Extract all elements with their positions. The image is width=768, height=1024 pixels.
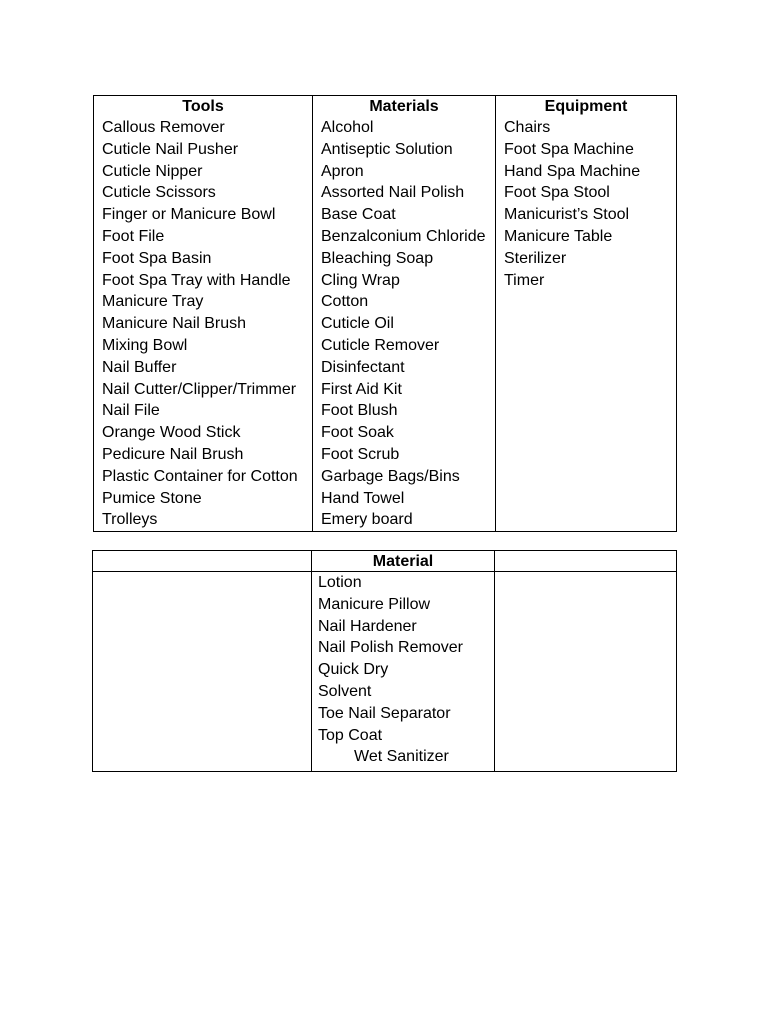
list-item: Garbage Bags/Bins [321,467,460,485]
list-item: Foot Spa Basin [102,249,212,267]
list-item: Nail Hardener [318,617,417,635]
tools-column [94,96,313,531]
list-item: Wet Sanitizer [354,748,449,766]
list-item: Disinfectant [321,358,405,376]
list-item: Chairs [504,119,551,136]
list-item: Manicure Nail Brush [102,315,247,333]
list-item: Foot Spa Machine [504,140,634,158]
list-item: Trolleys [102,511,158,529]
list-item: Cuticle Scissors [102,184,216,202]
list-item: Timer [504,271,545,289]
list-item: Lotion [318,574,362,591]
list-item: Base Coat [321,206,396,224]
tools-header: Tools [182,98,224,115]
list-item: Callous Remover [102,119,225,136]
list-item: Bleaching Soap [321,249,434,267]
list-item: Cuticle Nail Pusher [102,140,239,158]
list-item: Toe Nail Separator [318,704,451,722]
list-item: Foot Scrub [321,445,400,463]
list-item: Orange Wood Stick [102,424,241,442]
additional-materials-table [92,550,677,772]
list-item: Sterilizer [504,249,567,267]
materials-header: Materials [369,98,439,115]
list-item: Foot Blush [321,402,398,420]
list-item: Cuticle Remover [321,336,440,354]
list-item: Pedicure Nail Brush [102,445,244,463]
list-item: Assorted Nail Polish [321,184,465,202]
list-item: Cuticle Nipper [102,162,203,180]
list-item: Manicurist’s Stool [504,206,630,224]
list-item: Cuticle Oil [321,315,394,333]
supplies-table [93,95,677,532]
list-item: Hand Towel [321,489,405,507]
list-item: First Aid Kit [321,380,402,398]
list-item: Top Coat [318,726,383,744]
empty-right-column [495,551,676,771]
list-item: Manicure Table [504,227,613,245]
material-list [312,572,494,768]
material-column [312,551,495,771]
material-header: Material [372,553,434,570]
equipment-header: Equipment [544,98,628,115]
list-item: Benzalconium Chloride [321,227,486,245]
empty-left-column [93,551,312,771]
list-item: Solvent [318,682,372,700]
list-item: Apron [321,162,364,180]
tools-list [94,117,312,531]
list-item: Nail Polish Remover [318,639,463,657]
equipment-column [496,96,676,531]
list-item: Antiseptic Solution [321,140,453,158]
list-item: Nail Buffer [102,358,177,376]
header-divider [93,571,676,572]
materials-column [313,96,496,531]
list-item: Pumice Stone [102,489,202,507]
list-item: Emery board [321,511,413,529]
list-item: Quick Dry [318,661,389,679]
list-item: Manicure Tray [102,293,204,311]
list-item: Foot Soak [321,424,394,442]
list-item: Nail File [102,402,160,420]
list-item: Cotton [321,293,369,311]
list-item: Nail Cutter/Clipper/Trimmer [102,380,297,398]
equipment-list [496,117,676,291]
list-item: Alcohol [321,119,374,136]
list-item: Mixing Bowl [102,336,188,354]
list-item: Cling Wrap [321,271,400,289]
list-item: Manicure Pillow [318,595,431,613]
list-item: Finger or Manicure Bowl [102,206,276,224]
list-item: Foot Spa Stool [504,184,610,202]
list-item: Hand Spa Machine [504,162,641,180]
materials-list [313,117,495,531]
list-item: Plastic Container for Cotton [102,467,298,485]
list-item: Foot Spa Tray with Handle [102,271,291,289]
list-item: Foot File [102,227,165,245]
